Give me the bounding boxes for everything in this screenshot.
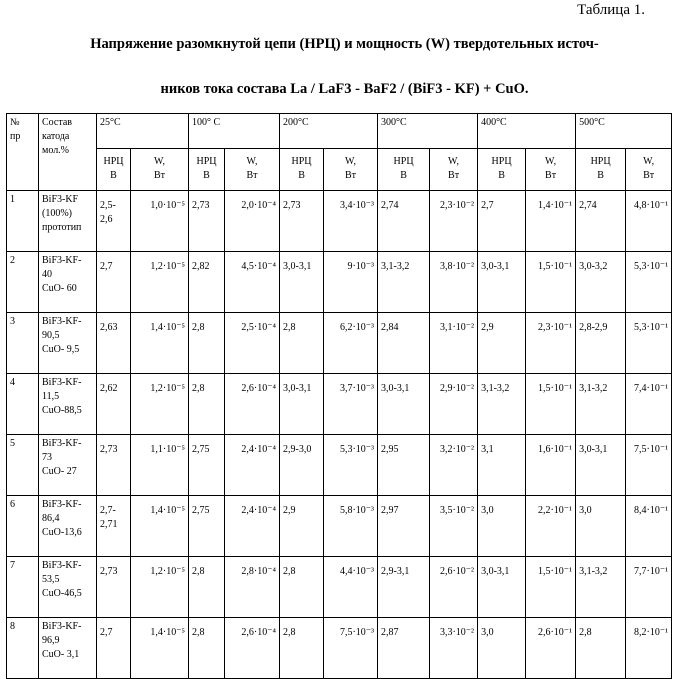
- row-number: 1: [7, 191, 39, 252]
- cell-line: 4,5·10⁻⁴: [241, 261, 277, 272]
- cell-line: 1,5·10⁻¹: [537, 383, 573, 394]
- voltage-cell: [478, 618, 526, 679]
- header-composition-line: Состав: [42, 117, 73, 128]
- power-cell: [324, 191, 378, 252]
- cell-line: 2,8: [192, 627, 205, 638]
- row-number: 7: [7, 557, 39, 618]
- cell-line: 2,74: [579, 200, 597, 211]
- composition-line: BiF3-KF-: [42, 377, 82, 388]
- cell-line: 2,3·10⁻¹: [537, 322, 573, 333]
- power-cell: [430, 374, 478, 435]
- cell-line: 2,6: [100, 214, 113, 225]
- power-cell: [131, 313, 189, 374]
- subheader-line: W,: [246, 156, 258, 167]
- power-cell: [324, 557, 378, 618]
- composition-line: 86,4: [42, 513, 60, 524]
- subheader-line: В: [498, 170, 505, 181]
- row-number: 6: [7, 496, 39, 557]
- subheader-line: НРЦ: [291, 156, 312, 167]
- voltage-cell: [97, 374, 131, 435]
- subheader-line: Вт: [448, 170, 460, 181]
- voltage-cell: [280, 435, 324, 496]
- subheader-voltage: [189, 149, 225, 191]
- voltage-cell: [97, 191, 131, 252]
- subheader-line: Вт: [345, 170, 357, 181]
- subheader-power: [430, 149, 478, 191]
- cell-line: 2,6·10⁻¹: [537, 627, 573, 638]
- power-cell: [626, 618, 672, 679]
- cell-line: 2,63: [100, 322, 118, 333]
- composition-line: CuO- 9,5: [42, 344, 80, 355]
- header-composition-line: катода: [42, 131, 70, 142]
- power-cell: [526, 496, 576, 557]
- cell-line: 2,62: [100, 383, 118, 394]
- subheader-voltage: [97, 149, 131, 191]
- voltage-cell: [280, 252, 324, 313]
- cell-line: 1,4·10⁻⁵: [150, 505, 186, 516]
- cell-line: 7,4·10⁻¹: [633, 383, 669, 394]
- voltage-cell: [189, 252, 225, 313]
- cell-line: 2,8: [192, 566, 205, 577]
- power-cell: [131, 191, 189, 252]
- cell-line: 1,4·10⁻⁵: [150, 627, 186, 638]
- composition-line: CuO-46,5: [42, 588, 82, 599]
- table-row: [7, 313, 672, 374]
- cell-line: 2,5·10⁻⁴: [241, 322, 277, 333]
- cell-line: 2,6·10⁻⁴: [241, 383, 277, 394]
- voltage-cell: [189, 313, 225, 374]
- cell-line: 3,0-3,1: [579, 444, 608, 455]
- voltage-cell: [280, 374, 324, 435]
- subheader-line: В: [400, 170, 407, 181]
- table-row: [7, 618, 672, 679]
- cell-line: 2,82: [192, 261, 210, 272]
- cell-line: 2,5-: [100, 200, 116, 211]
- composition-line: 40: [42, 269, 52, 280]
- composition-line: BiF3-KF-: [42, 316, 82, 327]
- cell-line: 2,87: [381, 627, 399, 638]
- header-temperature: 100° C: [189, 114, 280, 149]
- cell-line: 2,95: [381, 444, 399, 455]
- subheader-line: В: [298, 170, 305, 181]
- power-cell: [225, 252, 280, 313]
- power-cell: [526, 313, 576, 374]
- cell-line: 3,1-3,2: [481, 383, 510, 394]
- header-row: [7, 114, 672, 149]
- subheader-line: В: [597, 170, 604, 181]
- power-cell: [324, 496, 378, 557]
- cell-line: 2,9·10⁻²: [439, 383, 475, 394]
- subheader-line: В: [203, 170, 210, 181]
- voltage-cell: [189, 557, 225, 618]
- cell-line: 1,0·10⁻⁵: [150, 200, 186, 211]
- table-caption: Таблица 1.: [577, 2, 645, 18]
- cell-line: 2,8-2,9: [579, 322, 608, 333]
- voltage-cell: [378, 496, 430, 557]
- cell-line: 2,75: [192, 444, 210, 455]
- header-number: [7, 114, 39, 191]
- power-cell: [225, 374, 280, 435]
- voltage-cell: [378, 435, 430, 496]
- cell-line: 2,7: [100, 261, 113, 272]
- voltage-cell: [576, 618, 626, 679]
- power-cell: [430, 557, 478, 618]
- voltage-cell: [576, 374, 626, 435]
- voltage-cell: [478, 374, 526, 435]
- composition-line: 90,5: [42, 330, 60, 341]
- cell-line: 3,0-3,1: [283, 261, 312, 272]
- header-number-line: пр: [10, 131, 21, 142]
- power-cell: [430, 252, 478, 313]
- power-cell: [626, 496, 672, 557]
- cell-line: 3,0-3,2: [579, 261, 608, 272]
- subheader-row: [7, 149, 672, 191]
- subheader-power: [324, 149, 378, 191]
- cell-line: 3,5·10⁻²: [439, 505, 475, 516]
- cell-line: 2,8: [283, 322, 296, 333]
- power-cell: [526, 252, 576, 313]
- cell-line: 2,3·10⁻²: [439, 200, 475, 211]
- cell-line: 2,7-: [100, 505, 116, 516]
- cell-line: 3,7·10⁻³: [339, 383, 375, 394]
- composition-line: (100%): [42, 208, 72, 219]
- voltage-cell: [97, 618, 131, 679]
- subheader-line: НРЦ: [491, 156, 512, 167]
- voltage-cell: [478, 252, 526, 313]
- voltage-cell: [378, 252, 430, 313]
- subheader-voltage: [378, 149, 430, 191]
- composition-line: CuO- 27: [42, 466, 77, 477]
- voltage-cell: [576, 557, 626, 618]
- cell-line: 1,2·10⁻⁵: [150, 566, 186, 577]
- subheader-power: [626, 149, 672, 191]
- row-number: 3: [7, 313, 39, 374]
- header-number-line: №: [10, 117, 20, 128]
- subheader-voltage: [478, 149, 526, 191]
- row-composition: [39, 496, 97, 557]
- voltage-cell: [280, 191, 324, 252]
- row-number: 8: [7, 618, 39, 679]
- power-cell: [131, 435, 189, 496]
- row-number: 5: [7, 435, 39, 496]
- power-cell: [131, 618, 189, 679]
- table-title-line-2: ников тока состава La / LaF3 - BaF2 / (BiF3 - KF) + CuO.: [160, 81, 529, 97]
- subheader-voltage: [576, 149, 626, 191]
- power-cell: [430, 496, 478, 557]
- cell-line: 3,0-3,1: [481, 566, 510, 577]
- power-cell: [225, 435, 280, 496]
- cell-line: 2,4·10⁻⁴: [241, 444, 277, 455]
- power-cell: [526, 374, 576, 435]
- cell-line: 3,1: [481, 444, 494, 455]
- subheader-line: Вт: [246, 170, 258, 181]
- cell-line: 8,2·10⁻¹: [633, 627, 669, 638]
- table-row: [7, 435, 672, 496]
- subheader-line: НРЦ: [393, 156, 414, 167]
- subheader-line: W,: [153, 156, 166, 167]
- cell-line: 4,4·10⁻³: [339, 566, 375, 577]
- cell-line: 2,8·10⁻⁴: [241, 566, 277, 577]
- voltage-cell: [97, 313, 131, 374]
- composition-line: CuO- 3,1: [42, 649, 80, 660]
- voltage-cell: [378, 313, 430, 374]
- cell-line: 2,0·10⁻⁴: [241, 200, 277, 211]
- voltage-cell: [576, 191, 626, 252]
- data-table: [6, 113, 672, 679]
- power-cell: [626, 374, 672, 435]
- cell-line: 2,9-3,0: [283, 444, 312, 455]
- cell-line: 2,75: [192, 505, 210, 516]
- composition-line: 73: [42, 452, 52, 463]
- cell-line: 3,0: [481, 627, 494, 638]
- composition-line: BiF3-KF-: [42, 560, 82, 571]
- cell-line: 1,4·10⁻¹: [537, 200, 573, 211]
- voltage-cell: [97, 435, 131, 496]
- header-composition: [39, 114, 97, 191]
- power-cell: [626, 252, 672, 313]
- power-cell: [526, 435, 576, 496]
- cell-line: 3,0: [579, 505, 592, 516]
- cell-line: 2,8: [283, 627, 296, 638]
- cell-line: 5,3·10⁻¹: [633, 261, 669, 272]
- power-cell: [626, 191, 672, 252]
- header-temperature: 400°C: [478, 114, 576, 149]
- cell-line: 2,6·10⁻²: [439, 566, 475, 577]
- power-cell: [225, 496, 280, 557]
- cell-line: 2,6·10⁻⁴: [241, 627, 277, 638]
- cell-line: 1,4·10⁻⁵: [150, 322, 186, 333]
- cell-line: 3,8·10⁻²: [439, 261, 475, 272]
- power-cell: [626, 557, 672, 618]
- voltage-cell: [378, 191, 430, 252]
- cell-line: 3,3·10⁻²: [439, 627, 475, 638]
- voltage-cell: [97, 252, 131, 313]
- power-cell: [430, 618, 478, 679]
- composition-line: BiF3-KF-: [42, 621, 82, 632]
- power-cell: [526, 618, 576, 679]
- table-row: [7, 191, 672, 252]
- cell-line: 7,7·10⁻¹: [633, 566, 669, 577]
- composition-line: BiF3-KF: [42, 194, 79, 205]
- cell-line: 2,4·10⁻⁴: [241, 505, 277, 516]
- cell-line: 2,73: [100, 566, 118, 577]
- row-composition: [39, 557, 97, 618]
- subheader-line: В: [110, 170, 117, 181]
- row-composition: [39, 374, 97, 435]
- composition-line: 53,5: [42, 574, 60, 585]
- composition-line: BiF3-KF-: [42, 255, 82, 266]
- cell-line: 2,84: [381, 322, 399, 333]
- cell-line: 8,4·10⁻¹: [633, 505, 669, 516]
- cell-line: 3,1-3,2: [579, 383, 608, 394]
- cell-line: 1,5·10⁻¹: [537, 261, 573, 272]
- voltage-cell: [478, 496, 526, 557]
- cell-line: 2,9: [283, 505, 296, 516]
- voltage-cell: [189, 496, 225, 557]
- cell-line: 7,5·10⁻¹: [633, 444, 669, 455]
- voltage-cell: [280, 557, 324, 618]
- composition-line: CuO- 60: [42, 283, 77, 294]
- power-cell: [324, 252, 378, 313]
- power-cell: [430, 313, 478, 374]
- cell-line: 2,2·10⁻¹: [537, 505, 573, 516]
- subheader-power: [225, 149, 280, 191]
- cell-line: 1,2·10⁻⁵: [150, 261, 186, 272]
- row-composition: [39, 313, 97, 374]
- table-body: [7, 114, 672, 679]
- header-composition-line: мол.%: [42, 145, 70, 156]
- table-row: [7, 557, 672, 618]
- voltage-cell: [478, 557, 526, 618]
- cell-line: 2,73: [192, 200, 210, 211]
- voltage-cell: [280, 313, 324, 374]
- header-temperature: 25°C: [97, 114, 189, 149]
- voltage-cell: [576, 252, 626, 313]
- power-cell: [131, 252, 189, 313]
- row-composition: [39, 252, 97, 313]
- cell-line: 1,5·10⁻¹: [537, 566, 573, 577]
- subheader-line: W,: [448, 156, 460, 167]
- cell-line: 3,1-3,2: [579, 566, 608, 577]
- cell-line: 5,8·10⁻³: [339, 505, 375, 516]
- cell-line: 1,2·10⁻⁵: [150, 383, 186, 394]
- voltage-cell: [478, 313, 526, 374]
- subheader-line: W,: [643, 156, 655, 167]
- cell-line: 2,74: [381, 200, 399, 211]
- cell-line: 5,3·10⁻¹: [633, 322, 669, 333]
- power-cell: [225, 313, 280, 374]
- composition-line: CuO-88,5: [42, 405, 82, 416]
- table-row: [7, 252, 672, 313]
- power-cell: [131, 496, 189, 557]
- voltage-cell: [189, 374, 225, 435]
- cell-line: 5,3·10⁻³: [339, 444, 375, 455]
- subheader-power: [526, 149, 576, 191]
- table-title-line-1: Напряжение разомкнутой цепи (НРЦ) и мощность (W) твердотельных источ-: [90, 36, 599, 52]
- power-cell: [526, 191, 576, 252]
- row-composition: [39, 191, 97, 252]
- cell-line: 2,71: [100, 519, 118, 530]
- header-temperature: 200°C: [280, 114, 378, 149]
- voltage-cell: [378, 618, 430, 679]
- voltage-cell: [97, 557, 131, 618]
- voltage-cell: [378, 374, 430, 435]
- power-cell: [324, 374, 378, 435]
- row-number: 4: [7, 374, 39, 435]
- cell-line: 6,2·10⁻³: [339, 322, 375, 333]
- header-temperature: 300°C: [378, 114, 478, 149]
- power-cell: [131, 557, 189, 618]
- voltage-cell: [576, 313, 626, 374]
- subheader-line: W,: [345, 156, 357, 167]
- voltage-cell: [280, 618, 324, 679]
- cell-line: 9·10⁻³: [347, 261, 375, 272]
- cell-line: 3,0: [481, 505, 494, 516]
- row-composition: [39, 618, 97, 679]
- cell-line: 3,2·10⁻²: [439, 444, 475, 455]
- cell-line: 1,1·10⁻⁵: [150, 444, 186, 455]
- subheader-line: Вт: [545, 170, 557, 181]
- power-cell: [131, 374, 189, 435]
- voltage-cell: [478, 191, 526, 252]
- voltage-cell: [189, 618, 225, 679]
- cell-line: 3,4·10⁻³: [339, 200, 375, 211]
- cell-line: 2,8: [192, 322, 205, 333]
- subheader-line: НРЦ: [590, 156, 611, 167]
- cell-line: 3,1-3,2: [381, 261, 410, 272]
- power-cell: [324, 435, 378, 496]
- power-cell: [324, 618, 378, 679]
- composition-line: 96,9: [42, 635, 60, 646]
- cell-line: 2,73: [100, 444, 118, 455]
- composition-line: BiF3-KF-: [42, 499, 82, 510]
- cell-line: 2,7: [481, 200, 494, 211]
- subheader-line: НРЦ: [196, 156, 217, 167]
- power-cell: [526, 557, 576, 618]
- subheader-line: Вт: [643, 170, 655, 181]
- header-temperature: 500°C: [576, 114, 672, 149]
- voltage-cell: [189, 191, 225, 252]
- row-number: 2: [7, 252, 39, 313]
- cell-line: 7,5·10⁻³: [339, 627, 375, 638]
- power-cell: [430, 191, 478, 252]
- composition-line: 11,5: [42, 391, 60, 402]
- cell-line: 2,9-3,1: [381, 566, 410, 577]
- subheader-voltage: [280, 149, 324, 191]
- subheader-line: НРЦ: [103, 156, 124, 167]
- cell-line: 3,0-3,1: [381, 383, 410, 394]
- power-cell: [225, 557, 280, 618]
- power-cell: [430, 435, 478, 496]
- cell-line: 2,73: [283, 200, 301, 211]
- cell-line: 3,0-3,1: [481, 261, 510, 272]
- subheader-line: Вт: [153, 170, 166, 181]
- cell-line: 1,6·10⁻¹: [537, 444, 573, 455]
- cell-line: 4,8·10⁻¹: [633, 200, 669, 211]
- voltage-cell: [478, 435, 526, 496]
- power-cell: [626, 313, 672, 374]
- subheader-power: [131, 149, 189, 191]
- cell-line: 2,8: [192, 383, 205, 394]
- voltage-cell: [280, 496, 324, 557]
- power-cell: [225, 618, 280, 679]
- composition-line: BiF3-KF-: [42, 438, 82, 449]
- cell-line: 2,9: [481, 322, 494, 333]
- voltage-cell: [189, 435, 225, 496]
- composition-line: CuO-13,6: [42, 527, 82, 538]
- table-row: [7, 374, 672, 435]
- voltage-cell: [378, 557, 430, 618]
- cell-line: 3,0-3,1: [283, 383, 312, 394]
- voltage-cell: [97, 496, 131, 557]
- cell-line: 2,97: [381, 505, 399, 516]
- power-cell: [225, 191, 280, 252]
- voltage-cell: [576, 496, 626, 557]
- power-cell: [626, 435, 672, 496]
- table-row: [7, 496, 672, 557]
- row-composition: [39, 435, 97, 496]
- voltage-cell: [576, 435, 626, 496]
- subheader-line: W,: [545, 156, 557, 167]
- cell-line: 3,1·10⁻²: [439, 322, 475, 333]
- cell-line: 2,8: [579, 627, 592, 638]
- composition-line: прототип: [42, 222, 82, 233]
- cell-line: 2,7: [100, 627, 113, 638]
- cell-line: 2,8: [283, 566, 296, 577]
- power-cell: [324, 313, 378, 374]
